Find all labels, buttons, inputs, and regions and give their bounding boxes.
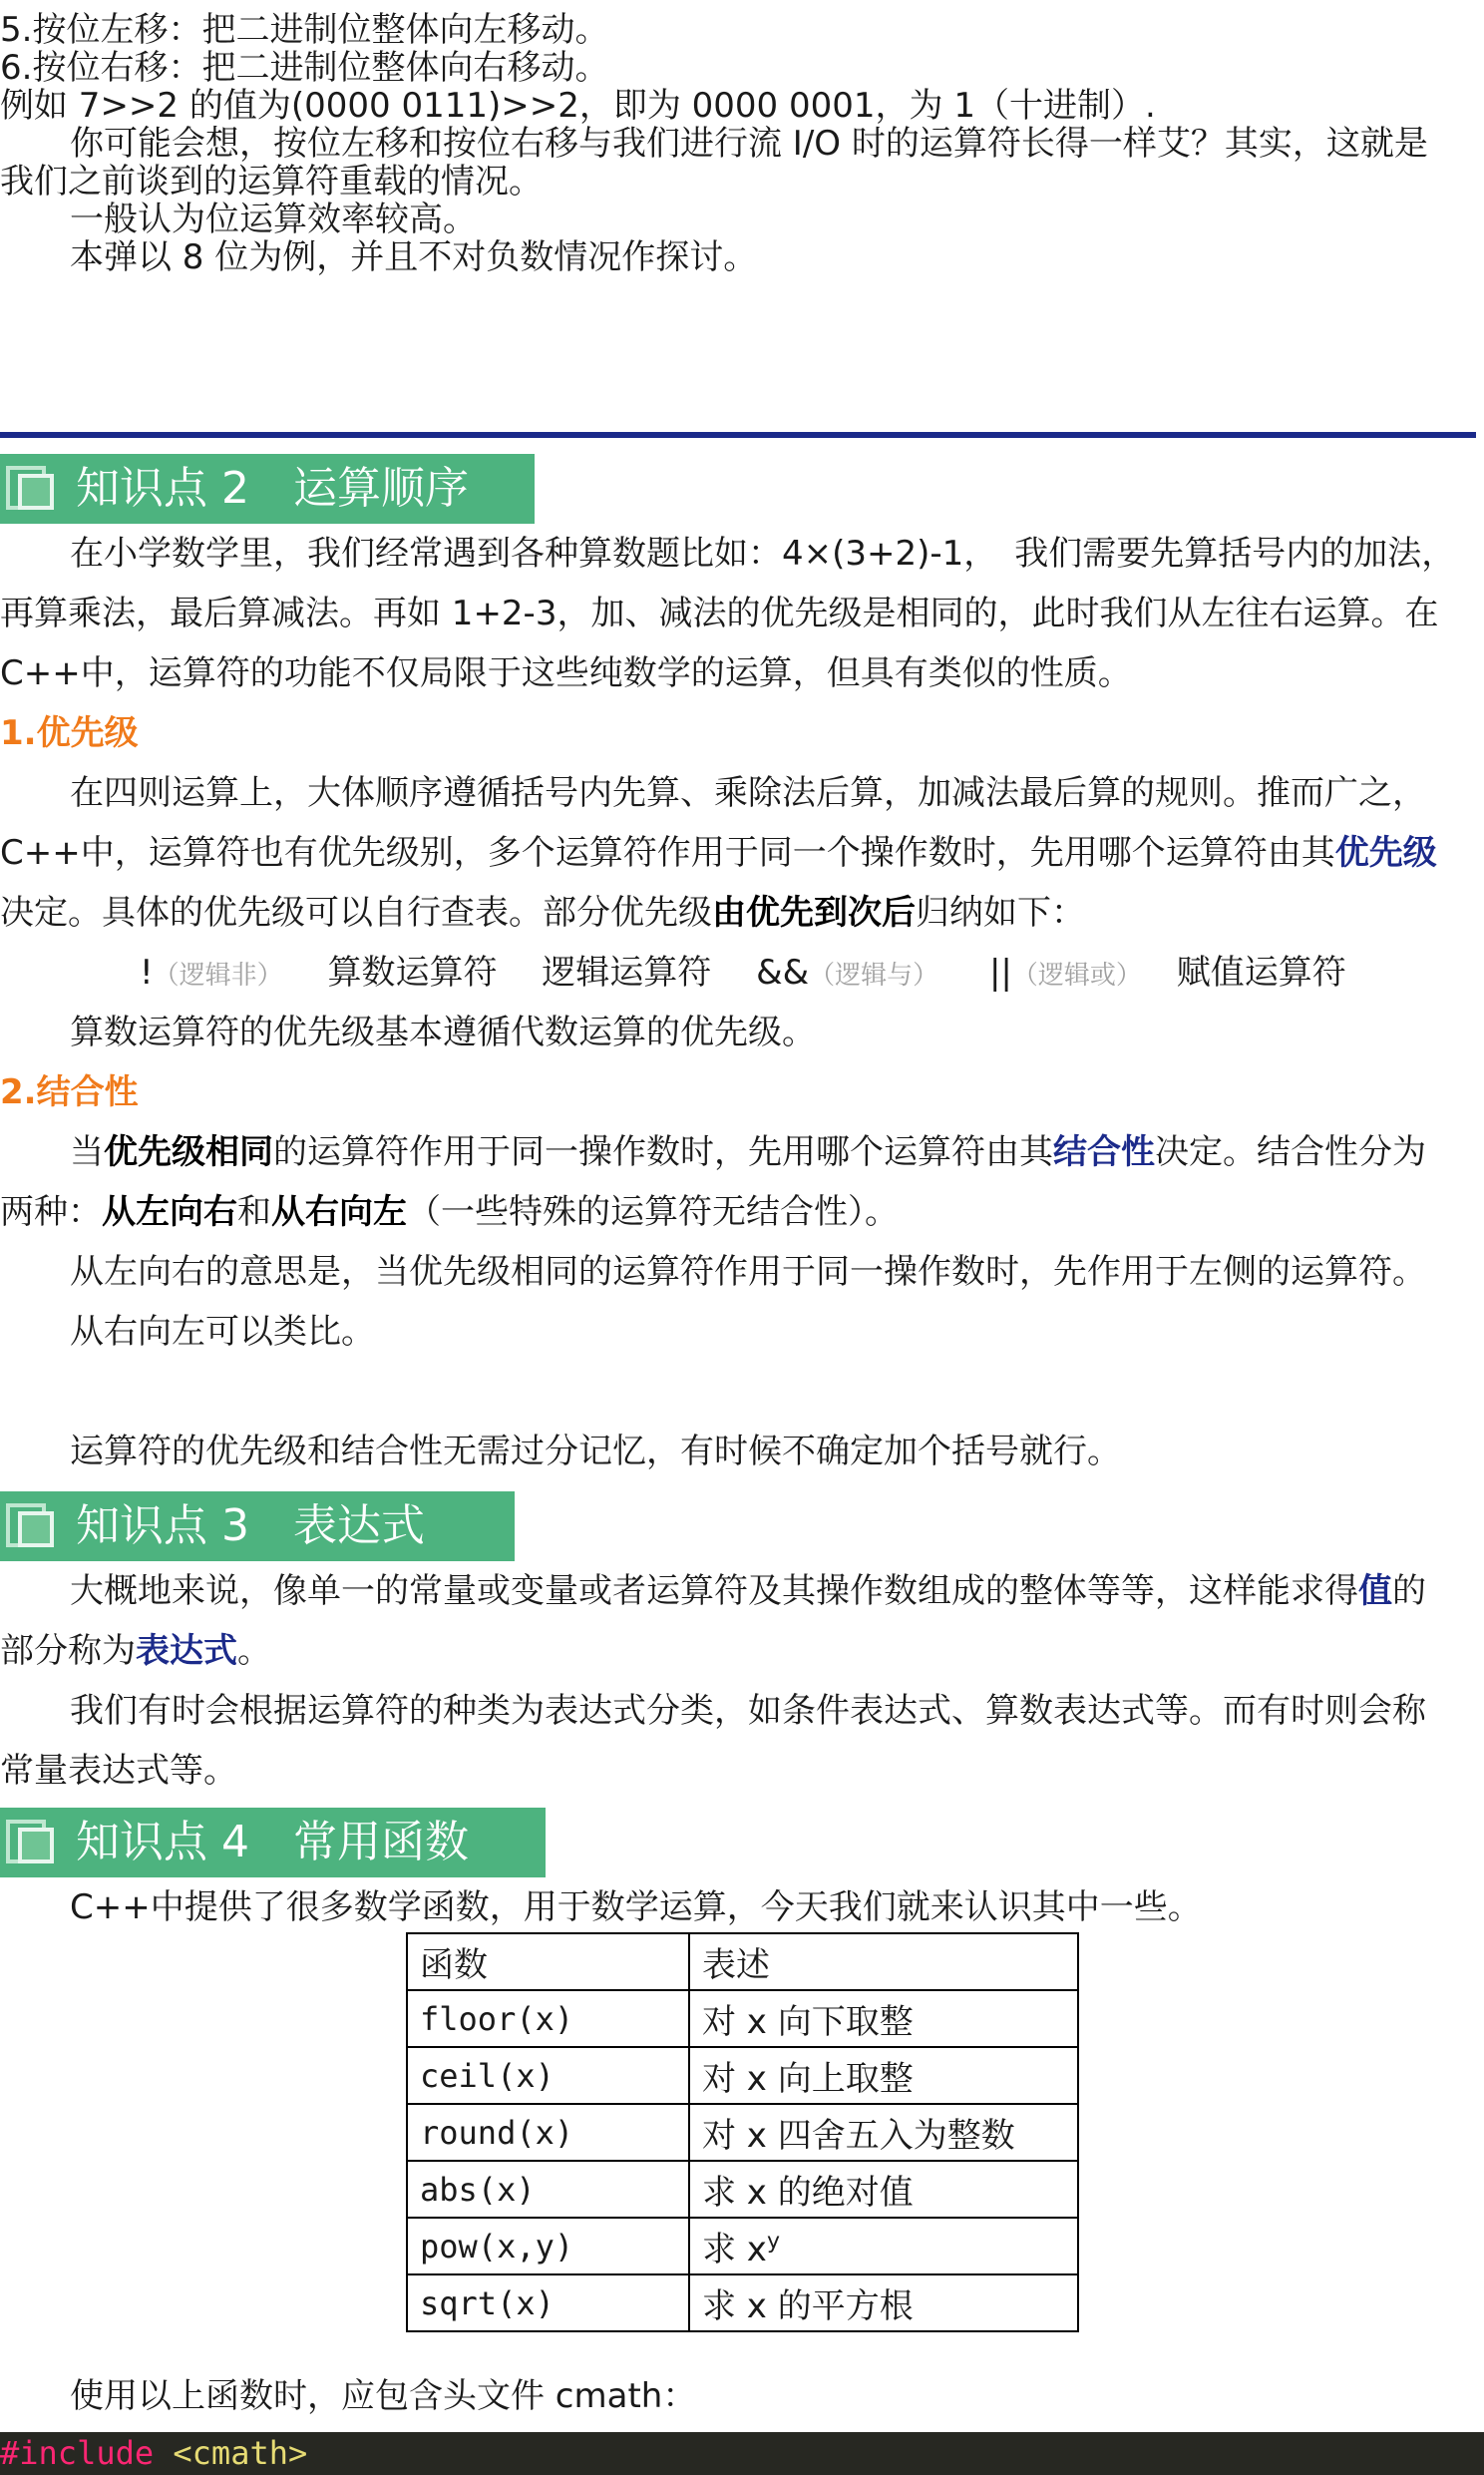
section-title: 知识点 4 常用函数 (76, 1817, 469, 1867)
paragraph-line: 从左向右的意思是，当优先级相同的运算符作用于同一操作数时，先作用于左侧的运算符。 (70, 1252, 1426, 1292)
description-cell: 求 x 的平方根 (689, 2274, 1078, 2331)
text-run: 两种： (0, 1192, 102, 1232)
paragraph-line (0, 823, 1437, 883)
text-run: 大概地来说，像单一的常量或变量或者运算符及其操作数组成的整体等等，这样能求得 (70, 1571, 1358, 1611)
function-cell: sqrt(x) (407, 2274, 689, 2331)
table-header-cell: 函数 (407, 1933, 689, 1990)
function-cell: abs(x) (407, 2161, 689, 2218)
paragraph-line (70, 1122, 1426, 1182)
table-row (407, 2274, 1078, 2331)
math-function-table (406, 1932, 1079, 2332)
section-banner-kp3 (0, 1491, 515, 1561)
emphasis-text: 从右向左 (271, 1192, 407, 1232)
table-row (407, 2104, 1078, 2161)
operator-label: （逻辑或） (1011, 961, 1142, 991)
paragraph-line (0, 883, 1085, 943)
text-line: 6.按位右移：把二进制位整体向右移动。 (0, 48, 609, 88)
text-run: 当 (70, 1132, 104, 1172)
paragraph-line: 使用以上函数时，应包含头文件 cmath： (70, 2376, 697, 2416)
code-block (0, 2432, 1484, 2475)
section-banner-kp2 (0, 454, 535, 524)
table-header-cell: 表述 (689, 1933, 1078, 1990)
section-icon (0, 454, 62, 524)
paragraph-line: 一般认为位运算效率较高。 (70, 200, 477, 239)
function-cell: floor(x) (407, 1990, 689, 2047)
paragraph-line: 从右向左可以类比。 (70, 1312, 375, 1352)
table-row (407, 2218, 1078, 2274)
emphasis-text: 优先级 (1334, 833, 1437, 873)
function-cell: ceil(x) (407, 2047, 689, 2104)
function-cell: pow(x,y) (407, 2218, 689, 2274)
emphasis-text: 值 (1358, 1571, 1392, 1611)
text-run: 的 (1392, 1571, 1426, 1611)
section-title: 知识点 3 表达式 (76, 1500, 425, 1551)
text-run: （一些特殊的运算符无结合性）。 (407, 1192, 899, 1232)
operator-symbol: || (988, 953, 1012, 993)
code-space (154, 2434, 173, 2472)
description-cell: 对 x 向下取整 (689, 1990, 1078, 2047)
text-run: 和 (237, 1192, 271, 1232)
paragraph-line: 本弹以 8 位为例，并且不对负数情况作探讨。 (70, 237, 758, 277)
text-line: 5.按位左移：把二进制位整体向左移动。 (0, 10, 609, 50)
paragraph-line: 在小学数学里，我们经常遇到各种算数题比如：4×(3+2)-1， 我们需要先算括号内的加法， (70, 534, 1456, 574)
paragraph-line (70, 1561, 1426, 1621)
paragraph-line (0, 1621, 271, 1681)
text-run: 决定。具体的优先级可以自行查表。部分优先级 (0, 893, 712, 933)
text-run: C++中，运算符也有优先级别，多个运算符作用于同一个操作数时，先用哪个运算符由其 (0, 833, 1335, 873)
paragraph-line: C++中，运算符的功能不仅局限于这些纯数学的运算，但具有类似的性质。 (0, 653, 1132, 693)
priority-order-line (140, 943, 1346, 1006)
operator-symbol: && (756, 953, 810, 993)
operator-name: 逻辑运算符 (542, 953, 712, 993)
table-header-row (407, 1933, 1078, 1990)
paragraph-line: 再算乘法，最后算减法。再如 1+2-3，加、减法的优先级是相同的，此时我们从左往右运算。在 (0, 594, 1439, 633)
text-run: 。 (237, 1631, 271, 1671)
emphasis-text: 表达式 (136, 1631, 237, 1671)
operator-label: （逻辑与） (809, 961, 939, 991)
description-cell (689, 2218, 1078, 2274)
paragraph-line: 我们有时会根据运算符的种类为表达式分类，如条件表达式、算数表达式等。而有时则会称 (70, 1691, 1426, 1731)
text-run: 的运算符作用于同一操作数时，先用哪个运算符由其 (273, 1132, 1053, 1172)
paragraph-line: 常量表达式等。 (0, 1751, 237, 1791)
paragraph-line: C++中提供了很多数学函数，用于数学运算，今天我们就来认识其中一些。 (70, 1887, 1202, 1927)
paragraph-line: 算数运算符的优先级基本遵循代数运算的优先级。 (70, 1013, 816, 1052)
subheading-associativity: 2.结合性 (0, 1072, 139, 1112)
description-cell: 求 x 的绝对值 (689, 2161, 1078, 2218)
table-row (407, 1990, 1078, 2047)
section-title: 知识点 2 运算顺序 (76, 463, 469, 514)
emphasis-text: 结合性 (1053, 1132, 1155, 1172)
code-directive: #include (0, 2434, 155, 2472)
emphasis-text: 从左向右 (102, 1192, 237, 1232)
table-row (407, 2161, 1078, 2218)
section-icon (0, 1491, 62, 1561)
paragraph-line (0, 1182, 899, 1242)
emphasis-text: 由优先到次后 (712, 893, 916, 933)
paragraph-line: 运算符的优先级和结合性无需过分记忆，有时候不确定加个括号就行。 (70, 1432, 1121, 1471)
operator-name: 算数运算符 (327, 953, 498, 993)
text-run: 决定。结合性分为 (1155, 1132, 1426, 1172)
emphasis-text: 优先级相同 (104, 1132, 273, 1172)
operator-symbol: ! (140, 953, 154, 993)
section-banner-kp4 (0, 1808, 546, 1877)
text-run: 求 x (702, 2230, 767, 2269)
paragraph-line: 在四则运算上，大体顺序遵循括号内先算、乘除法后算，加减法最后算的规则。推而广之， (70, 773, 1426, 813)
description-cell: 对 x 四舍五入为整数 (689, 2104, 1078, 2161)
text-run: 部分称为 (0, 1631, 136, 1671)
code-header: <cmath> (173, 2434, 308, 2472)
text-line: 例如 7>>2 的值为(0000 0111)>>2，即为 0000 0001，为 1（十进制）. (0, 86, 1156, 126)
section-icon (0, 1808, 62, 1877)
operator-name: 赋值运算符 (1176, 953, 1346, 993)
operator-label: （逻辑非） (153, 961, 283, 991)
subheading-priority: 1.优先级 (0, 713, 139, 753)
section-divider (0, 432, 1476, 438)
description-cell: 对 x 向上取整 (689, 2047, 1078, 2104)
text-run: 归纳如下： (916, 893, 1085, 933)
paragraph-line: 我们之前谈到的运算符重载的情况。 (0, 162, 543, 202)
paragraph-line: 你可能会想，按位左移和按位右移与我们进行流 I/O 时的运算符长得一样艾？其实，这就是 (70, 124, 1428, 164)
function-cell: round(x) (407, 2104, 689, 2161)
table-row (407, 2047, 1078, 2104)
superscript: y (766, 2229, 780, 2255)
